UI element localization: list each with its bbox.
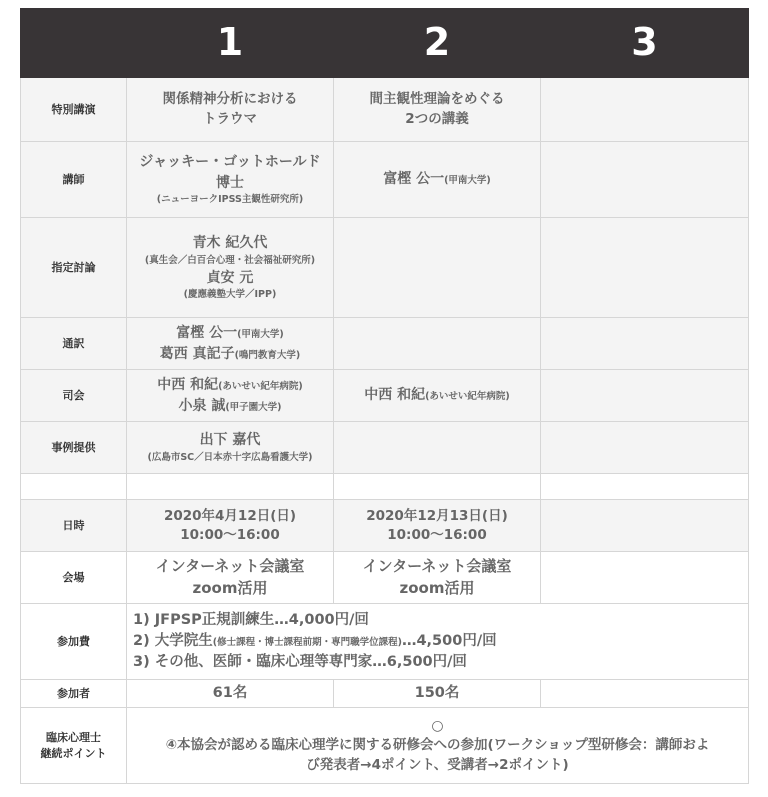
datetime-c2 bbox=[334, 500, 541, 552]
lecture-c2-line1: 間主観性理論をめぐる bbox=[369, 90, 505, 107]
lecturer-c3 bbox=[541, 142, 749, 218]
datetime-c3 bbox=[541, 500, 749, 552]
header-col-1: 1 bbox=[127, 9, 334, 78]
row-spacer bbox=[21, 474, 749, 500]
label-points-line2: 継続ポイント bbox=[40, 746, 107, 760]
points-mark: ○ bbox=[431, 717, 444, 734]
interpreter-c1 bbox=[127, 318, 334, 370]
chair-c2-aff: (あいせい紀年病院) bbox=[425, 391, 510, 403]
lecturer-c1-line2: 博士 bbox=[216, 174, 244, 191]
case-c1 bbox=[127, 422, 334, 474]
points-text-line1: ④本協会が認める臨床心理学に関する研修会への参加(ワークショップ型研修会：講師およ bbox=[165, 737, 710, 754]
points-content bbox=[127, 708, 749, 784]
row-fee bbox=[21, 604, 749, 680]
case-aff: (広島市SC／日本赤十字広島看護大学) bbox=[147, 451, 313, 463]
discussant-p1-name: 青木 紀久代 bbox=[192, 235, 268, 252]
spacer-label bbox=[21, 474, 127, 500]
lecture-c1-line2: トラウマ bbox=[203, 110, 257, 127]
lecture-c1-line1: 関係精神分析における bbox=[162, 90, 298, 107]
discussant-p1-aff: (真生会／白百合心理・社会福祉研究所) bbox=[144, 254, 316, 266]
header-corner bbox=[21, 9, 127, 78]
interpreter-p1-name: 富樫 公一 bbox=[176, 324, 238, 341]
datetime-c2-date: 2020年12月13日(日) bbox=[366, 508, 508, 525]
fee-line2-b: (修士課程・博士課程前期・専門職学位課程) bbox=[212, 636, 402, 648]
lecture-c2-line2: 2つの講義 bbox=[405, 110, 469, 127]
lecturer-c1-line3: (ニューヨークIPSS主観性研究所) bbox=[156, 193, 304, 205]
datetime-c1-date: 2020年4月12日(日) bbox=[163, 508, 297, 525]
participants-c3 bbox=[541, 680, 749, 708]
row-participants bbox=[21, 680, 749, 708]
label-datetime: 日時 bbox=[21, 500, 127, 552]
lecture-c3 bbox=[541, 78, 749, 142]
fee-content bbox=[127, 604, 749, 680]
fee-line2-a: 2) 大学院生 bbox=[133, 632, 213, 649]
chair-c2 bbox=[334, 370, 541, 422]
lecturer-c2-aff: (甲南大学) bbox=[444, 175, 491, 187]
lecturer-c1 bbox=[127, 142, 334, 218]
label-points bbox=[21, 708, 127, 784]
case-name: 出下 嘉代 bbox=[199, 432, 261, 449]
venue-c2-line1: インターネット会議室 bbox=[362, 556, 512, 575]
venue-c1-line1: インターネット会議室 bbox=[155, 556, 305, 575]
case-c3 bbox=[541, 422, 749, 474]
spacer-c2 bbox=[334, 474, 541, 500]
lecture-c1 bbox=[127, 78, 334, 142]
venue-c2 bbox=[334, 552, 541, 604]
schedule-table bbox=[20, 8, 749, 784]
datetime-c2-time: 10:00〜16:00 bbox=[387, 526, 487, 543]
case-c2 bbox=[334, 422, 541, 474]
label-chair: 司会 bbox=[21, 370, 127, 422]
venue-c1 bbox=[127, 552, 334, 604]
label-lecture: 特別講演 bbox=[21, 78, 127, 142]
interpreter-c3 bbox=[541, 318, 749, 370]
venue-c2-line2: zoom活用 bbox=[399, 578, 475, 597]
discussant-c2 bbox=[334, 218, 541, 318]
fee-line2-c: …4,500円/回 bbox=[401, 632, 497, 649]
chair-c1-p1-aff: (あいせい紀年病院) bbox=[218, 380, 303, 392]
row-lecturer bbox=[21, 142, 749, 218]
interpreter-p1-aff: (甲南大学) bbox=[237, 328, 284, 340]
row-points bbox=[21, 708, 749, 784]
discussant-c1 bbox=[127, 218, 334, 318]
venue-c1-line2: zoom活用 bbox=[192, 578, 268, 597]
label-case: 事例提供 bbox=[21, 422, 127, 474]
label-interpreter: 通訳 bbox=[21, 318, 127, 370]
label-fee: 参加費 bbox=[21, 604, 127, 680]
header-col-2: 2 bbox=[334, 9, 541, 78]
spacer-c3 bbox=[541, 474, 749, 500]
chair-c1-p2-aff: (甲子園大学) bbox=[225, 401, 282, 413]
label-lecturer: 講師 bbox=[21, 142, 127, 218]
header-row bbox=[21, 9, 749, 78]
chair-c3 bbox=[541, 370, 749, 422]
venue-c3 bbox=[541, 552, 749, 604]
discussant-c3 bbox=[541, 218, 749, 318]
chair-c1-p1-name: 中西 和紀 bbox=[157, 376, 219, 393]
header-col-3: 3 bbox=[541, 9, 749, 78]
participants-c1: 61名 bbox=[127, 680, 334, 708]
datetime-c1 bbox=[127, 500, 334, 552]
lecturer-c2-name: 富樫 公一 bbox=[383, 171, 445, 188]
chair-c1 bbox=[127, 370, 334, 422]
discussant-p2-aff: (慶應義塾大学／IPP) bbox=[183, 288, 277, 300]
interpreter-p2-name: 葛西 真記子 bbox=[159, 345, 235, 362]
fee-line1: 1) JFPSP正規訓練生…4,000円/回 bbox=[133, 611, 369, 628]
label-points-line1: 臨床心理士 bbox=[46, 730, 101, 744]
lecturer-c1-line1: ジャッキー・ゴットホールド bbox=[139, 154, 321, 171]
lecturer-c2 bbox=[334, 142, 541, 218]
row-chair bbox=[21, 370, 749, 422]
chair-c2-name: 中西 和紀 bbox=[364, 387, 426, 404]
row-discussant bbox=[21, 218, 749, 318]
interpreter-p2-aff: (鳴門教育大学) bbox=[234, 349, 301, 361]
datetime-c1-time: 10:00〜16:00 bbox=[180, 526, 280, 543]
row-datetime bbox=[21, 500, 749, 552]
row-case bbox=[21, 422, 749, 474]
interpreter-c2 bbox=[334, 318, 541, 370]
participants-c2: 150名 bbox=[334, 680, 541, 708]
row-venue bbox=[21, 552, 749, 604]
chair-c1-p2-name: 小泉 誠 bbox=[178, 397, 226, 414]
fee-line3: 3) その他、医師・臨床心理等専門家…6,500円/回 bbox=[133, 654, 467, 670]
row-interpreter bbox=[21, 318, 749, 370]
row-lecture bbox=[21, 78, 749, 142]
points-text-line2: び発表者→4ポイント、受講者→2ポイント) bbox=[306, 756, 569, 773]
lecture-c2 bbox=[334, 78, 541, 142]
label-discussant: 指定討論 bbox=[21, 218, 127, 318]
discussant-p2-name: 貞安 元 bbox=[206, 269, 254, 286]
label-participants: 参加者 bbox=[21, 680, 127, 708]
spacer-c1 bbox=[127, 474, 334, 500]
label-venue: 会場 bbox=[21, 552, 127, 604]
